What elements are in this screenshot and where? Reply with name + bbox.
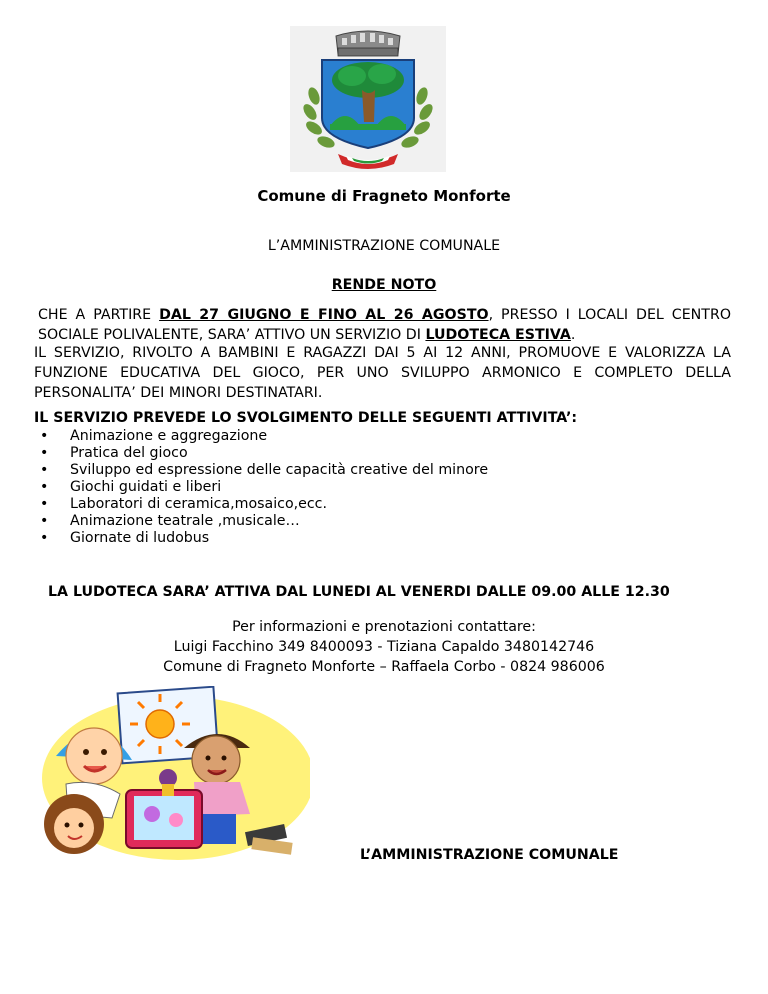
intro-text: SOCIALE POLIVALENTE, SARA’ ATTIVO UN SERVIZIO DI	[38, 327, 426, 343]
list-item	[34, 462, 488, 479]
description-line: FUNZIONE EDUCATIVA DEL GIOCO, PER UNO SVILUPPO ARMONICO E COMPLETO DELLA	[34, 365, 731, 381]
list-item-text: Giornate di ludobus	[70, 530, 210, 546]
crown-icon	[336, 31, 400, 56]
contact-line: Comune di Fragneto Monforte – Raffaela Corbo - 0824 986006	[163, 659, 605, 675]
list-item-text: Sviluppo ed espressione delle capacità creative del minore	[70, 462, 489, 478]
activities-list	[34, 428, 488, 547]
bullet-icon: •	[40, 462, 49, 478]
dates-highlight: DAL 27 GIUGNO E FINO AL 26 AGOSTO	[159, 307, 489, 323]
bullet-icon: •	[40, 445, 49, 461]
contact-line: Per informazioni e prenotazioni contattare:	[232, 619, 536, 635]
intro-text: , PRESSO I LOCALI DEL CENTRO	[488, 307, 731, 323]
intro-text: CHE A PARTIRE	[38, 307, 160, 323]
municipal-coat-of-arms	[290, 26, 446, 172]
bullet-icon: •	[40, 479, 49, 495]
list-item	[34, 530, 488, 547]
list-item	[34, 479, 488, 496]
list-item	[34, 428, 488, 445]
bullet-icon: •	[40, 496, 49, 512]
list-item-text: Animazione e aggregazione	[70, 428, 268, 444]
bullet-icon: •	[40, 428, 49, 444]
service-highlight: LUDOTECA ESTIVA	[425, 327, 571, 343]
municipality-title: Comune di Fragneto Monforte	[257, 187, 511, 205]
list-item-text: Animazione teatrale ,musicale…	[70, 513, 300, 529]
notice-heading: RENDE NOTO	[331, 277, 437, 293]
list-item	[34, 445, 488, 462]
intro-line-2	[34, 325, 731, 345]
bullet-icon: •	[40, 530, 49, 546]
intro-line-1	[34, 305, 731, 325]
intro-paragraph	[34, 305, 731, 345]
opening-hours: LA LUDOTECA SARA’ ATTIVA DAL LUNEDI AL VENERDI DALLE 09.00 ALLE 12.30	[48, 584, 670, 600]
description-paragraph	[34, 343, 731, 403]
list-item-text: Giochi guidati e liberi	[70, 479, 222, 495]
administration-heading: L’AMMINISTRAZIONE COMUNALE	[267, 238, 501, 254]
list-item	[34, 513, 488, 530]
list-item	[34, 496, 488, 513]
intro-text: .	[570, 327, 576, 343]
description-line: IL SERVIZIO, RIVOLTO A BAMBINI E RAGAZZI DAI 5 AI 12 ANNI, PROMUOVE E VALORIZZA LA	[34, 345, 731, 361]
activities-title: IL SERVIZIO PREVEDE LO SVOLGIMENTO DELLE SEGUENTI ATTIVITA’:	[34, 410, 578, 426]
bullet-icon: •	[40, 513, 49, 529]
children-playing-illustration	[28, 686, 310, 864]
description-line: PERSONALITA’ DEI MINORI DESTINATARI.	[34, 385, 323, 401]
contact-info	[0, 617, 768, 677]
list-item-text: Laboratori di ceramica,mosaico,ecc.	[70, 496, 327, 512]
signature: L’AMMINISTRAZIONE COMUNALE	[360, 847, 619, 863]
list-item-text: Pratica del gioco	[70, 445, 188, 461]
contact-line: Luigi Facchino 349 8400093 - Tiziana Capaldo 3480142746	[173, 639, 595, 655]
